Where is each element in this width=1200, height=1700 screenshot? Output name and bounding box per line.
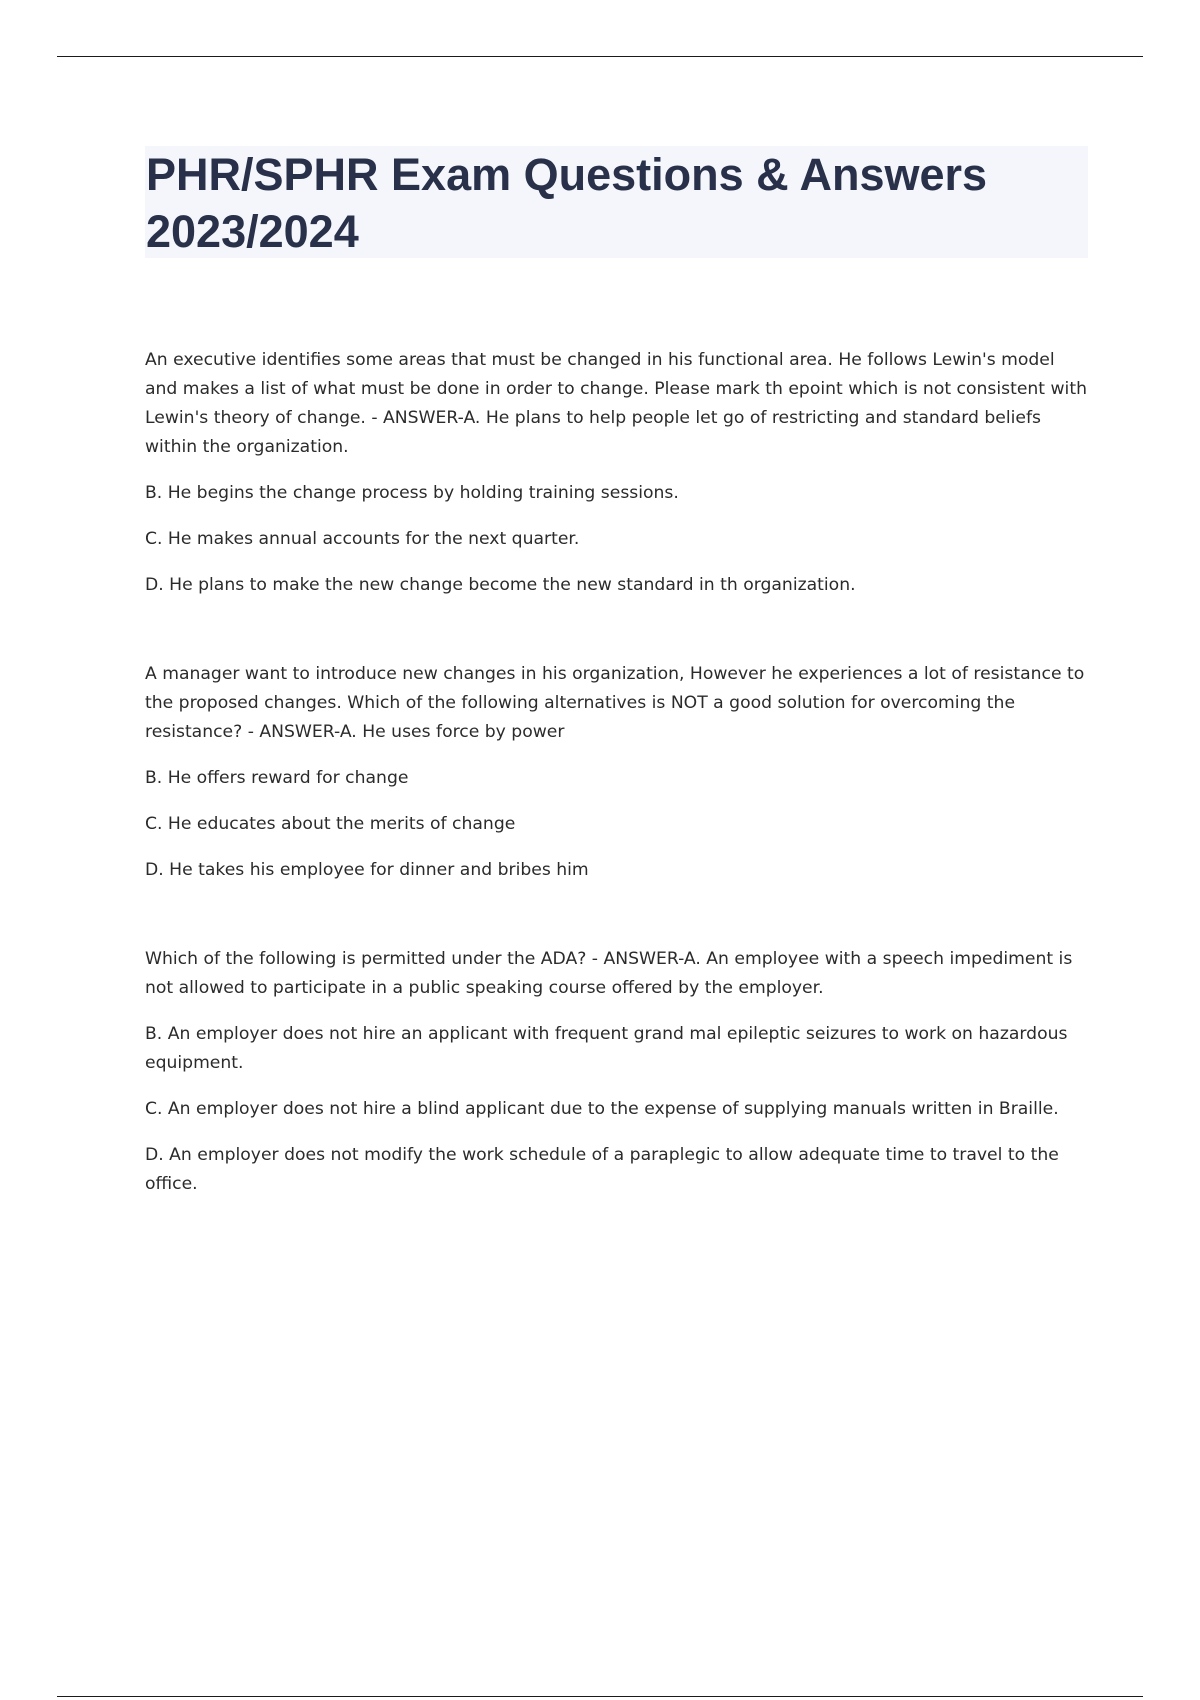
bottom-rule	[57, 1696, 1143, 1697]
answer-option: B. He begins the change process by holding training sessions.	[145, 483, 679, 503]
answer-option: D. An employer does not modify the work schedule of a paraplegic to allow adequate time to travel to the office.	[145, 1145, 1059, 1194]
answer-option: C. He makes annual accounts for the next quarter.	[145, 529, 580, 549]
answer-option: C. He educates about the merits of change	[145, 814, 516, 834]
answer-option: B. An employer does not hire an applicant with frequent grand mal epileptic seizures to work on hazardous equipment.	[145, 1024, 1068, 1073]
question-prompt: An executive identifies some areas that must be changed in his functional area. He follows Lewin's model and makes a list of what must be done in order to change. Please mark th epoint which is not consistent with Lewin's theory of change. - ANSWER-A. He plans to help people let go of restricting and standard beliefs within the organization.	[145, 350, 1087, 457]
answer-option: D. He takes his employee for dinner and bribes him	[145, 860, 589, 880]
title-banner	[145, 146, 1088, 258]
question-block	[145, 346, 1090, 600]
answer-option: B. He offers reward for change	[145, 768, 409, 788]
question-block	[145, 945, 1090, 1199]
question-prompt: Which of the following is permitted under the ADA? - ANSWER-A. An employee with a speech impediment is not allowed to participate in a public speaking course offered by the employer.	[145, 949, 1073, 998]
top-rule	[57, 56, 1143, 57]
question-block	[145, 660, 1090, 885]
questions-section	[145, 346, 1090, 1199]
answer-option: C. An employer does not hire a blind applicant due to the expense of supplying manuals written in Braille.	[145, 1099, 1059, 1119]
answer-option: D. He plans to make the new change become the new standard in th organization.	[145, 575, 856, 595]
question-prompt: A manager want to introduce new changes in his organization, However he experiences a lot of resistance to the proposed changes. Which of the following alternatives is NOT a good solution for overcoming the resistance? - ANSWER-A. He uses force by power	[145, 664, 1085, 742]
document-title: PHR/SPHR Exam Questions & Answers 2023/2024	[146, 149, 988, 257]
